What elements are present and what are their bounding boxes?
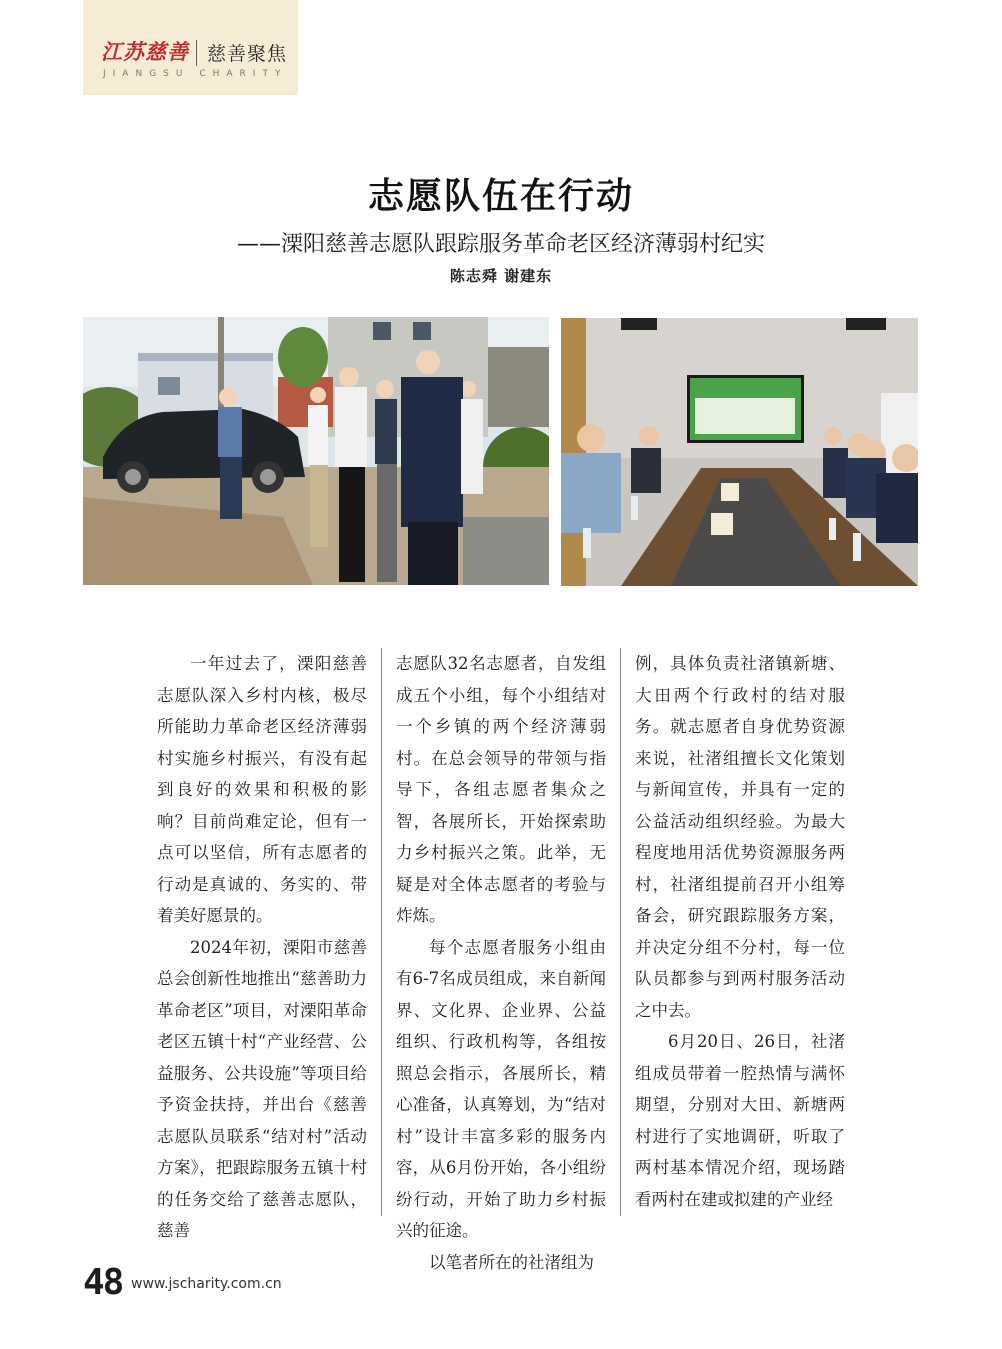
paragraph: 一年过去了，溧阳慈善志愿队深入乡村内核，极尽所能助力革命老区经济薄弱村实施乡村振兴，有没有起到良好的效果和积极的影响？目前尚难定论，但有一点可以坚信，所有志愿者的行动是真诚的、务实的、带着美好愿景的。 xyxy=(157,654,367,925)
text-column-1 xyxy=(157,648,367,1247)
paragraph: 6月20日、26日，社渚组成员带着一腔热情与满怀期望，分别对大田、新塘两村进行了实地调研，听取了两村基本情况介绍，现场踏看两村在建或拟建的产业经 xyxy=(635,1032,845,1209)
paragraph: 2024年初，溧阳市慈善总会创新性地推出“慈善助力革命老区”项目，对溧阳革命老区五镇十村“产业经营、公益服务、公共设施”等项目给予资金扶持，并出台《慈善志愿队员联系“结对村”活动方案》，把跟踪服务五镇十村的任务交给了慈善志愿队，慈善 xyxy=(157,937,367,1240)
column-divider xyxy=(381,648,382,1216)
page-number: 48 xyxy=(83,1262,123,1303)
header-divider xyxy=(196,40,197,66)
article-title: 志愿队伍在行动 xyxy=(367,175,634,217)
photo-village-visit xyxy=(83,317,549,585)
article-authors: 陈志舜 谢建东 xyxy=(449,267,553,285)
section-title: 慈善聚焦 xyxy=(207,43,288,65)
paragraph: 以笔者所在的社渚组为 xyxy=(429,1252,594,1272)
paragraph: 志愿队32名志愿者，自发组成五个小组，每个小组结对一个乡镇的两个经济薄弱村。在总会领导的带领与指导下，各组志愿者集众之智，各展所长，开始探索助力乡村振兴之策。此举，无疑是对全体志愿者的考验与炸炼。 xyxy=(396,654,606,925)
photo-meeting-room xyxy=(561,318,918,586)
logo: 江苏慈善 xyxy=(101,39,189,64)
footer-url: www.jscharity.com.cn xyxy=(131,1276,282,1292)
logo-english: JIANGSU CHARITY xyxy=(103,69,288,79)
paragraph: 例，具体负责社渚镇新塘、大田两个行政村的结对服务。就志愿者自身优势资源来说，社渚组擅长文化策划与新闻宣传，并具有一定的公益活动组织经验。为最大程度地用活优势资源服务两村，社渚组提前召开小组筹备会，研究跟踪服务方案，并决定分组不分村，每一位队员都参与到两村服务活动之中去。 xyxy=(635,654,845,1020)
column-divider xyxy=(620,648,621,1216)
article-subtitle: ——溧阳慈善志愿队跟踪服务革命老区经济薄弱村纪实 xyxy=(236,232,765,257)
text-column-2 xyxy=(396,648,606,1278)
paragraph: 每个志愿者服务小组由有6-7名成员组成，来自新闻界、文化界、企业界、公益组织、行政机构等，各组按照总会指示，各展所长，精心准备，认真筹划，为“结对村”设计丰富多彩的服务内容，从6月份开始，各小组纷纷行动，开始了助力乡村振兴的征途。 xyxy=(396,937,606,1240)
text-column-3 xyxy=(635,648,845,1215)
